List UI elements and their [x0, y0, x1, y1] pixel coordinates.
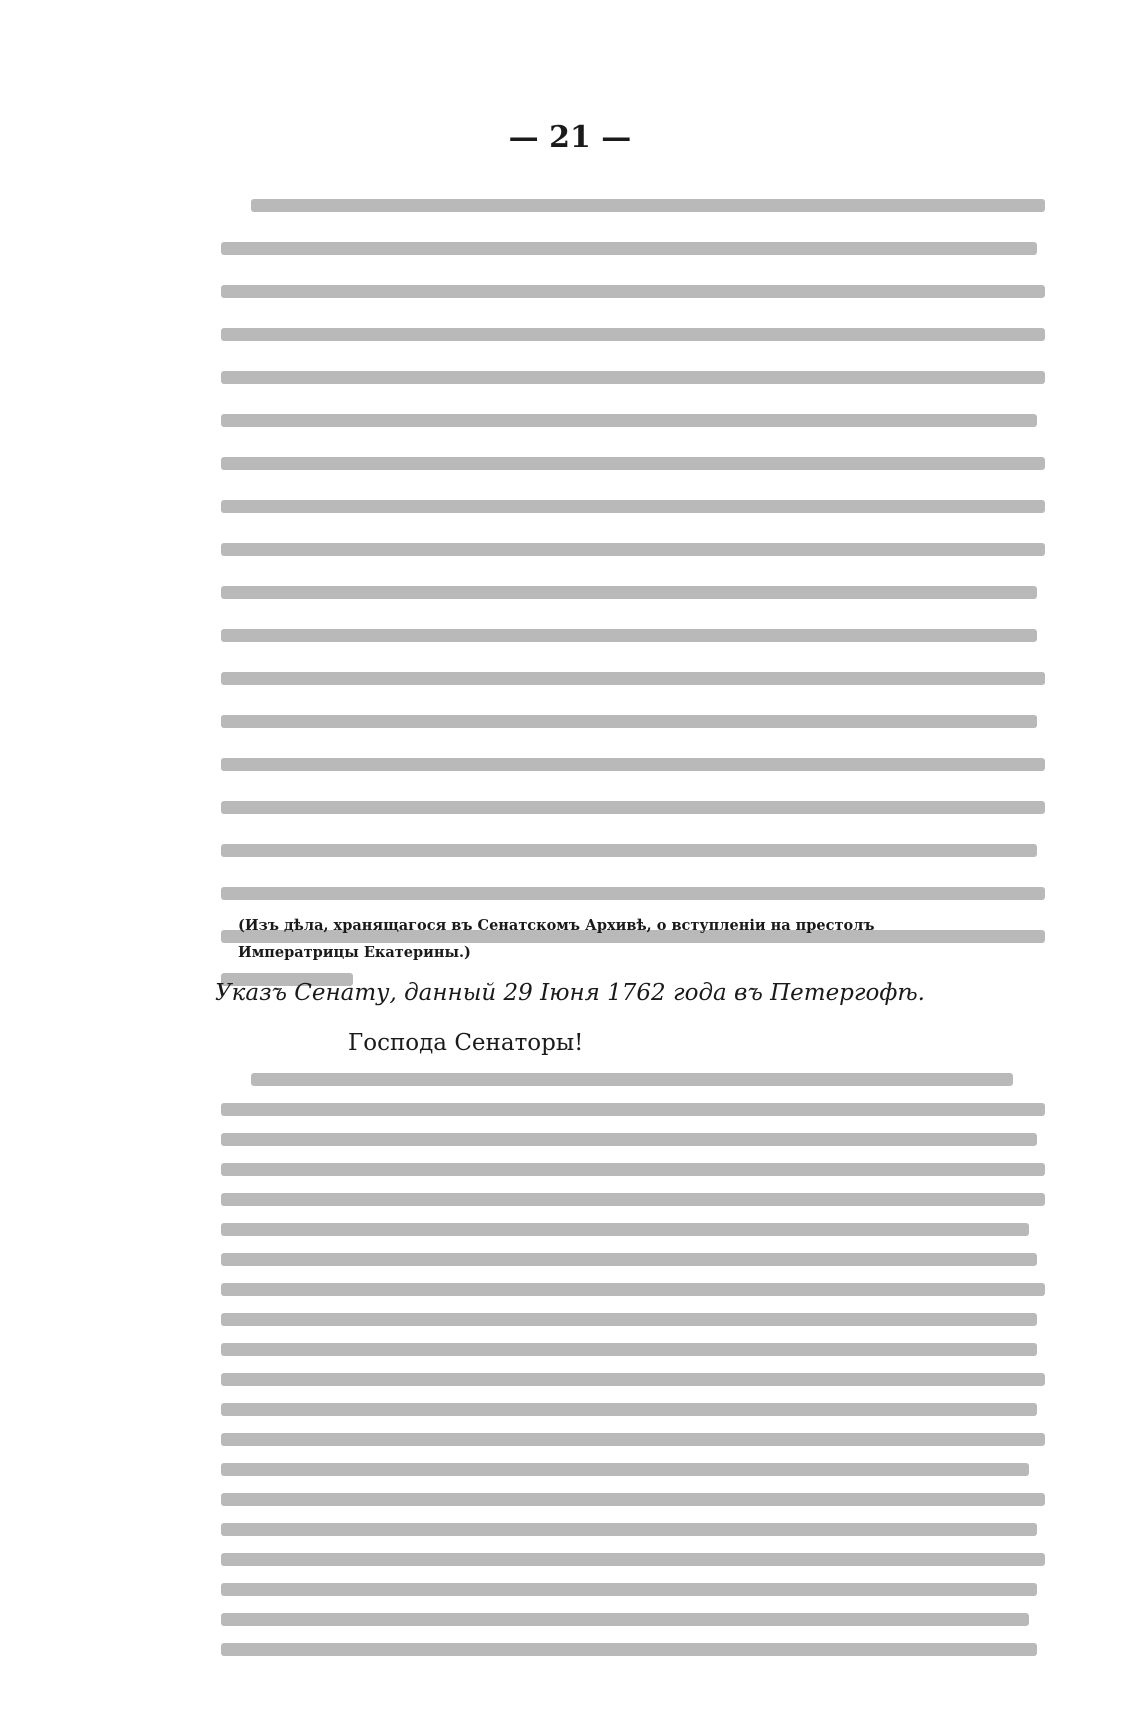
text-line [221, 328, 1045, 341]
text-line [221, 1253, 1037, 1266]
text-line [221, 1283, 1045, 1296]
text-line [221, 844, 1037, 857]
text-line [221, 1103, 1045, 1116]
text-line [221, 586, 1037, 599]
text-line [251, 199, 1045, 212]
text-line [221, 543, 1045, 556]
page-number: — 21 — [508, 120, 632, 155]
text-line [221, 285, 1045, 298]
text-line [221, 1463, 1029, 1476]
text-line [251, 1073, 1013, 1086]
decree-text [221, 1073, 1045, 1673]
text-line [221, 1313, 1037, 1326]
archive-note-line: (Изъ дѣла, хранящагося въ Сенатскомъ Архивѣ, о вступленіи на престолъ [238, 917, 875, 934]
text-line [221, 242, 1037, 255]
text-line [221, 1133, 1037, 1146]
text-line [221, 1643, 1037, 1656]
archive-note-line: Императрицы Екатерины.) [238, 944, 471, 961]
text-line [221, 500, 1045, 513]
text-line [221, 1193, 1045, 1206]
decree-salutation: Господа Сенаторы! [348, 1030, 584, 1056]
text-line [221, 457, 1045, 470]
text-line [221, 1373, 1045, 1386]
text-line [221, 371, 1045, 384]
text-line [221, 887, 1045, 900]
text-line [221, 1403, 1037, 1416]
text-line [221, 629, 1037, 642]
text-line [221, 1613, 1029, 1626]
text-line [221, 1163, 1045, 1176]
text-line [221, 1493, 1045, 1506]
text-line [221, 801, 1045, 814]
archive-source-note [238, 912, 1038, 966]
text-line [221, 715, 1037, 728]
text-line [221, 1553, 1045, 1566]
text-line [251, 672, 1045, 685]
text-line [221, 414, 1037, 427]
text-line [221, 1523, 1037, 1536]
text-line [221, 1583, 1037, 1596]
text-line [221, 1343, 1037, 1356]
text-line [221, 1433, 1045, 1446]
text-line [221, 758, 1045, 771]
decree-heading: Указъ Сенату, данный 29 Іюня 1762 года въ Петергофѣ. [215, 980, 925, 1006]
text-line [221, 1223, 1029, 1236]
